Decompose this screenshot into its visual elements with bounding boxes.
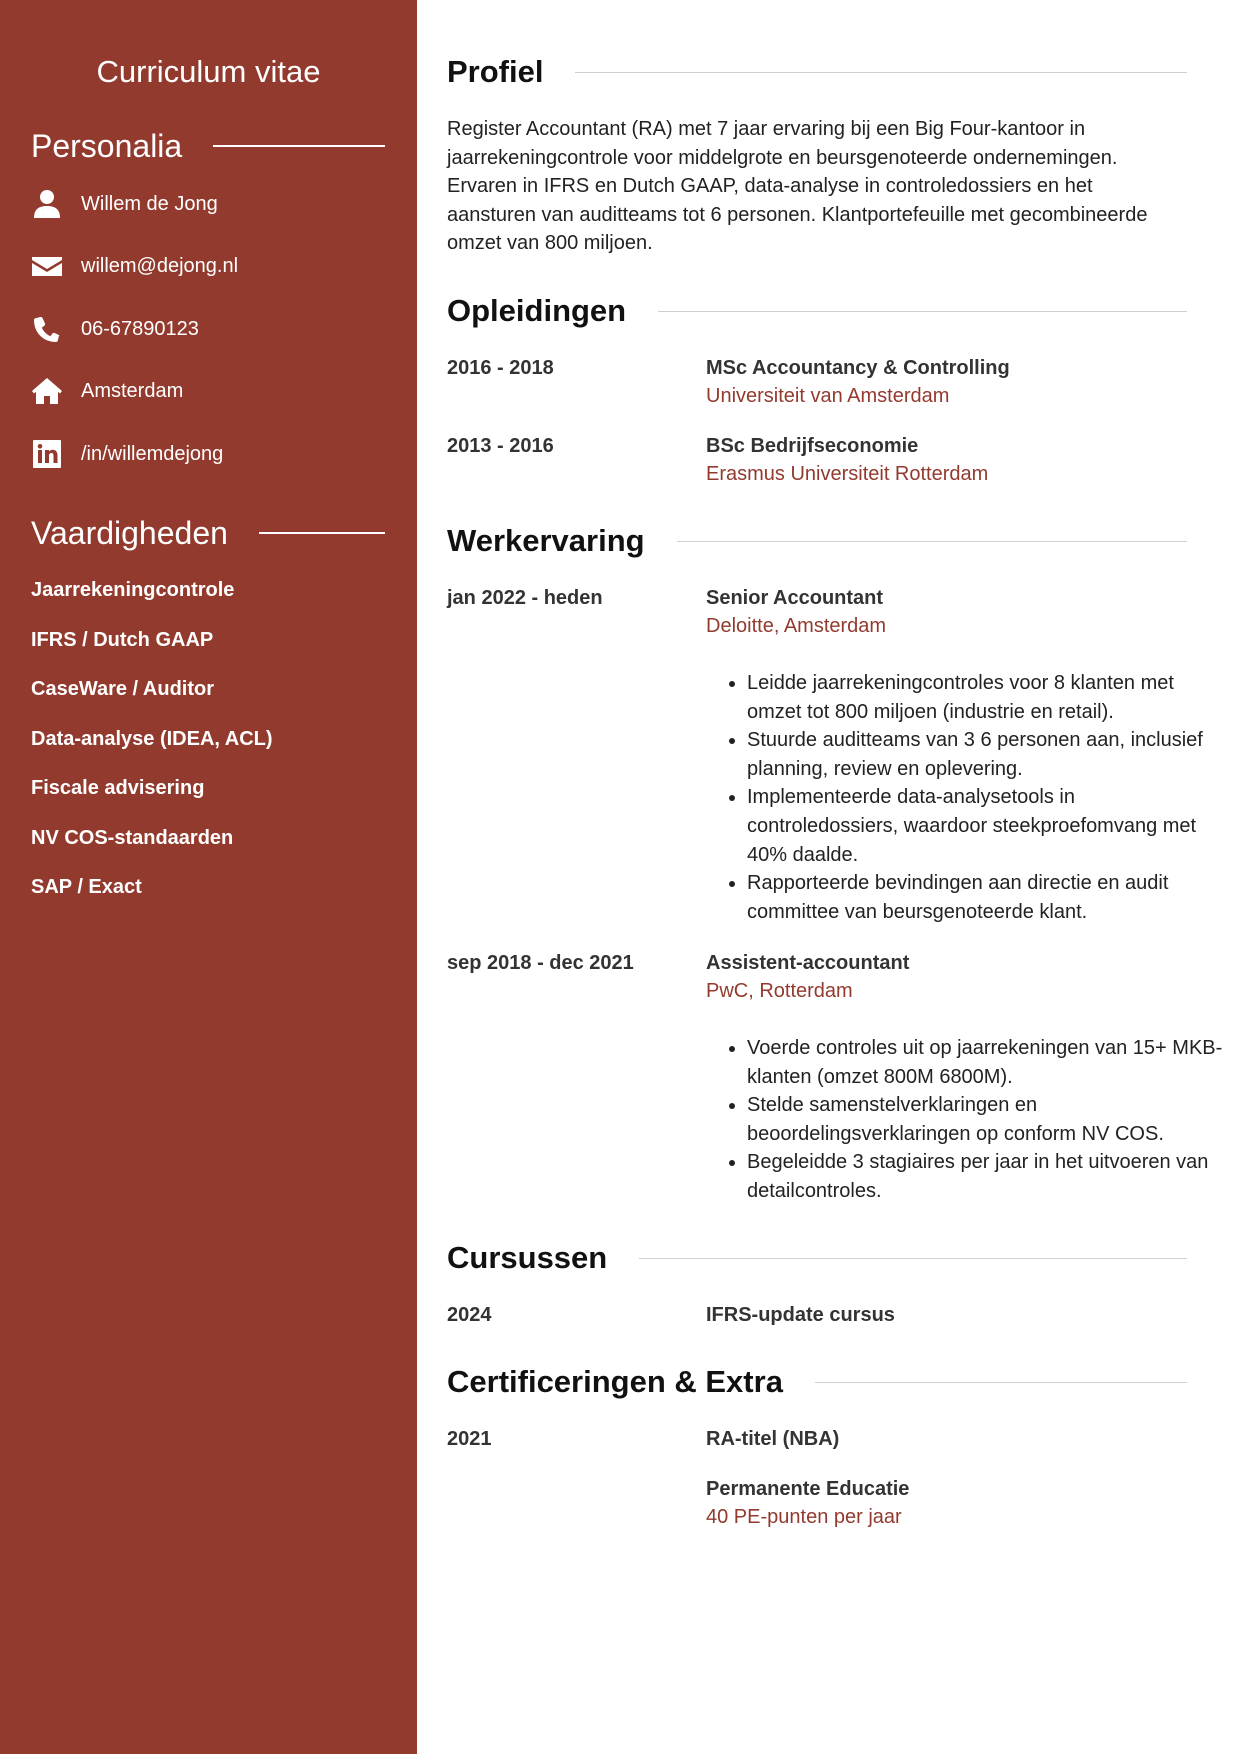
education-period: 2016 - 2018 xyxy=(447,357,554,379)
skill-item: SAP / Exact xyxy=(31,876,142,898)
contact-location xyxy=(31,375,183,407)
education-institution: Erasmus Universiteit Rotterdam xyxy=(706,463,989,485)
certifications-heading: Certificeringen & Extra xyxy=(447,1362,1187,1402)
education-title: MSc Accountancy & Controlling xyxy=(706,357,1010,379)
education-institution: Universiteit van Amsterdam xyxy=(706,385,950,407)
envelope-icon xyxy=(31,250,63,282)
course-year: 2024 xyxy=(447,1304,492,1326)
section-divider xyxy=(639,1258,1187,1259)
contact-email-text[interactable]: willem@dejong.nl xyxy=(81,255,239,277)
certification-detail: 40 PE-punten per jaar xyxy=(706,1506,902,1528)
contact-linkedin-text[interactable]: /in/willemdejong xyxy=(81,443,224,465)
contact-location-text: Amsterdam xyxy=(81,380,184,402)
home-icon xyxy=(31,375,63,407)
skill-item: IFRS / Dutch GAAP xyxy=(31,629,214,651)
bullet-item: • Voerde controles uit op jaarrekeningen van 15+ MKB-klanten (omzet 800M 6800M). xyxy=(747,1034,1228,1091)
skills-heading: Vaardigheden xyxy=(31,513,385,553)
contact-name xyxy=(31,188,218,220)
contact-phone-text[interactable]: 06-67890123 xyxy=(81,318,199,340)
job-title: Assistent-accountant xyxy=(706,952,910,974)
job-employer: Deloitte, Amsterdam xyxy=(706,615,887,637)
personalia-heading: Personalia xyxy=(31,126,385,166)
profile-heading: Profiel xyxy=(447,52,1187,92)
skill-item: Data-analyse (IDEA, ACL) xyxy=(31,728,273,750)
skill-item: NV COS-standaarden xyxy=(31,827,234,849)
phone-icon xyxy=(31,313,63,345)
section-divider xyxy=(658,311,1187,312)
education-title: BSc Bedrijfseconomie xyxy=(706,435,919,457)
education-heading: Opleidingen xyxy=(447,291,1187,331)
heading-divider xyxy=(213,145,385,147)
section-divider xyxy=(677,541,1187,542)
job-bullets xyxy=(706,669,1228,926)
contact-phone[interactable] xyxy=(31,313,199,345)
certification-title: RA-titel (NBA) xyxy=(706,1428,840,1450)
user-icon xyxy=(31,188,63,220)
profile-text: Register Accountant (RA) met 7 jaar ervaring bij een Big Four-kantoor in jaarrekeningcontrole voor middelgrote en beursgenoteerde ondernemingen. Ervaren in IFRS en Dutch GAAP, data-analyse in controledossiers en het aansturen van auditteams tot 6 personen. Klantportefeuille met gecombineerde omzet van 800 miljoen. xyxy=(447,118,1148,254)
course-title: IFRS-update cursus xyxy=(706,1304,895,1326)
job-bullets xyxy=(706,1034,1228,1206)
bullet-item: • Implementeerde data-analysetools in controledossiers, waardoor steekproefomvang met 40% daalde. xyxy=(747,783,1228,869)
bullet-item: • Begeleidde 3 stagiaires per jaar in het uitvoeren van detailcontroles. xyxy=(747,1148,1228,1205)
sidebar xyxy=(0,0,417,1754)
contact-linkedin[interactable] xyxy=(31,438,223,470)
linkedin-icon xyxy=(31,438,63,470)
document-title: Curriculum vitae xyxy=(96,54,321,89)
job-period: jan 2022 - heden xyxy=(447,587,603,609)
job-period: sep 2018 - dec 2021 xyxy=(447,952,634,974)
section-divider xyxy=(575,72,1187,73)
bullet-item: • Stelde samenstelverklaringen en beoordelingsverklaringen op conform NV COS. xyxy=(747,1091,1228,1148)
contact-name-text: Willem de Jong xyxy=(81,193,218,215)
education-period: 2013 - 2016 xyxy=(447,435,554,457)
section-divider xyxy=(815,1382,1187,1383)
skill-item: Jaarrekeningcontrole xyxy=(31,579,235,601)
skill-item: CaseWare / Auditor xyxy=(31,678,214,700)
heading-divider xyxy=(259,532,385,534)
experience-heading: Werkervaring xyxy=(447,521,1187,561)
courses-heading: Cursussen xyxy=(447,1238,1187,1278)
skill-item: Fiscale advisering xyxy=(31,777,205,799)
bullet-item: • Leidde jaarrekeningcontroles voor 8 klanten met omzet tot 800 miljoen (industrie en retail). xyxy=(747,669,1228,726)
bullet-item: • Stuurde auditteams van 3 6 personen aan, inclusief planning, review en oplevering. xyxy=(747,726,1228,783)
bullet-item: • Rapporteerde bevindingen aan directie en audit committee van beursgenoteerde klant. xyxy=(747,869,1228,926)
job-title: Senior Accountant xyxy=(706,587,884,609)
certification-year: 2021 xyxy=(447,1428,492,1450)
contact-email[interactable] xyxy=(31,250,238,282)
certification-title: Permanente Educatie xyxy=(706,1478,910,1500)
job-employer: PwC, Rotterdam xyxy=(706,980,853,1002)
